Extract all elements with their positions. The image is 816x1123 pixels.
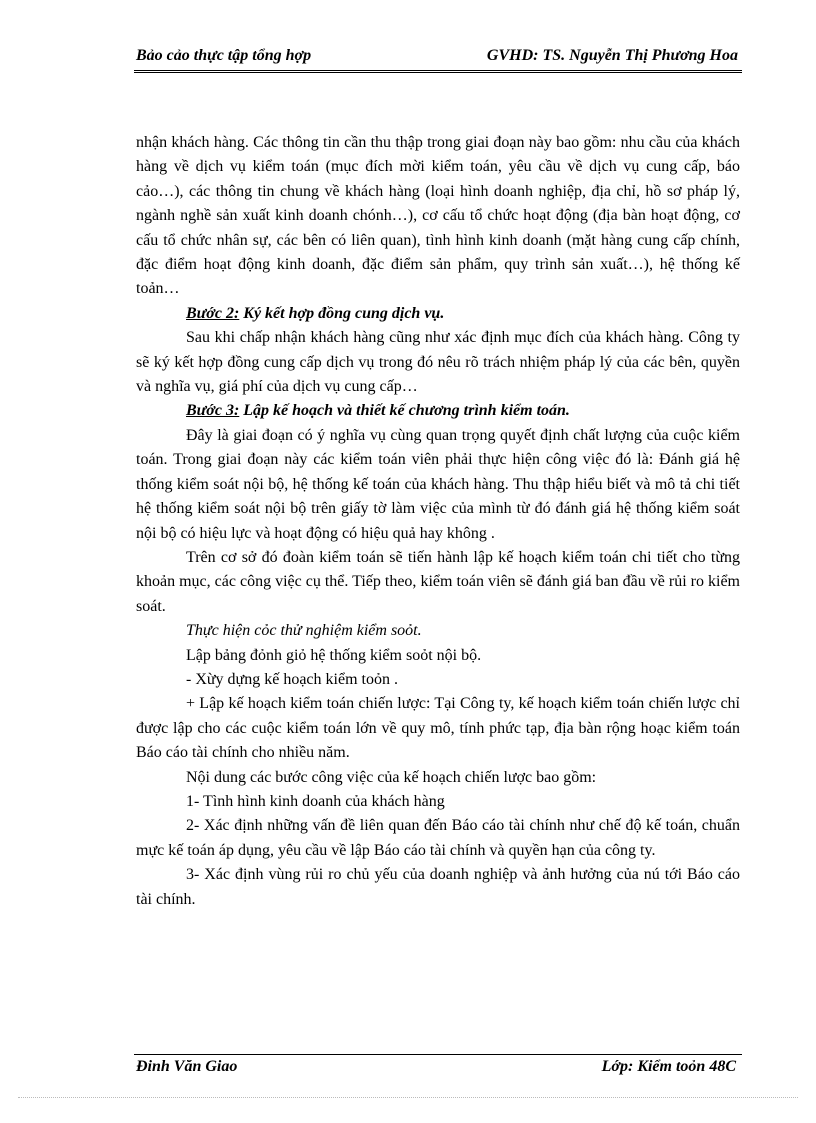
list-item: 3- Xác định vùng rủi ro chủ yếu của doanh nghiệp và ảnh hưởng của nú tới Báo cáo tài chính. xyxy=(136,866,740,908)
report-title: Bảo cảo thực tập tổng hợp xyxy=(136,47,312,64)
paragraph: Nội dung các bước công việc của kế hoạch chiến lược bao gồm: xyxy=(186,768,597,786)
paragraph: + Lập kế hoạch kiểm toán chiến lược: Tại Công ty, kế hoạch kiểm toán chiến lược chỉ được lập cho các cuộc kiểm toán lớn về quy mô, tính phức tạp, địa bàn rộng hoạc kiểm toán Báo cáo tài chính cho nhiều năm. xyxy=(136,695,740,762)
step-2-title: Ký kết hợp đồng cung dịch vụ. xyxy=(239,304,445,322)
step-3-heading xyxy=(136,399,740,423)
step-3-label: Bước 3: xyxy=(186,402,240,420)
step-2-label: Bước 2: xyxy=(186,304,240,322)
page-body xyxy=(136,131,740,912)
list-item: 1- Tình hình kinh doanh của khách hàng xyxy=(186,792,445,810)
paragraph: Lập bảng đỏnh giỏ hệ thống kiểm soỏt nội bộ. xyxy=(186,646,482,664)
page-footer xyxy=(136,1058,740,1080)
paragraph: nhận khách hàng. Các thông tin cần thu thập trong giai đoạn này bao gồm: nhu cầu của khách hàng về dịch vụ kiểm toán (mục đích mời kiểm toán, yêu cầu về dịch vụ cung cấp, báo cảo…), các thông tin chung về khách hàng (loại hình doanh nghiệp, địa chỉ, hồ sơ pháp lý, ngành nghề sản xuất kinh doanh chónh…), cơ cấu tổ chức hoạt động (địa bàn hoạt động, cơ cấu tổ chức nhân sự, các bên có liên quan), tình hình kinh doanh (mặt hàng cung cấp chính, đặc điểm hoạt động kinh doanh, đặc điểm sản phẩm, quy trình sản xuất…), hệ thống kế toản… xyxy=(136,134,740,298)
footer-rule xyxy=(134,1054,742,1055)
page-header xyxy=(136,44,740,68)
list-item: 2- Xác định những vấn đề liên quan đến Báo cáo tài chính như chế độ kế toán, chuẩn mực kế toán áp dụng, yêu cầu về lập Báo cáo tài chính và quyền hạn của công ty. xyxy=(136,817,740,859)
step-2-heading xyxy=(136,302,740,326)
paragraph: Sau khi chấp nhận khách hàng cũng như xác định mục đích của khách hàng. Công ty sẽ ký kết hợp đồng cung cấp dịch vụ trong đó nêu rõ trách nhiệm pháp lý của các bên, quyền và nghĩa vụ, giá phí của dịch vụ cung cấp… xyxy=(136,329,740,396)
paragraph: - Xừy dựng kế hoạch kiểm toỏn . xyxy=(186,670,398,688)
paragraph: Đây là giai đoạn có ý nghĩa vụ cùng quan trọng quyết định chất lượng của cuộc kiểm toán. Trong giai đoạn này các kiểm toán viên phải thực hiện công việc đó là: Đánh giá hệ thống kiểm soát nội bộ, hệ thống kế toán của khách hàng. Thu thập hiểu biết và mô tả chi tiết hệ thống kiểm soát nội bộ trên giấy tờ làm việc của mình từ đó đánh giá hệ thống kiểm soát nội bộ có hiệu lực và hoạt động có hiệu quả hay không . xyxy=(136,426,740,542)
author-name: Đinh Văn Giao xyxy=(136,1058,238,1075)
step-3-title: Lập kế hoạch và thiết kế chương trình kiểm toán. xyxy=(239,402,570,420)
supervisor-name: GVHD: TS. Nguyễn Thị Phương Hoa xyxy=(486,47,738,64)
page-edge xyxy=(18,1097,798,1098)
paragraph: Trên cơ sở đó đoàn kiểm toán sẽ tiến hành lập kế hoạch kiểm toán chi tiết cho từng khoản mục, các công việc cụ thể. Tiếp theo, kiểm toán viên sẽ đánh giá ban đầu về rủi ro kiểm soát. xyxy=(136,548,740,615)
class-name: Lớp: Kiểm toỏn 48C xyxy=(601,1058,736,1075)
subheading: Thực hiện cỏc thử nghiệm kiểm soỏt. xyxy=(186,622,422,640)
header-rule xyxy=(134,70,742,73)
